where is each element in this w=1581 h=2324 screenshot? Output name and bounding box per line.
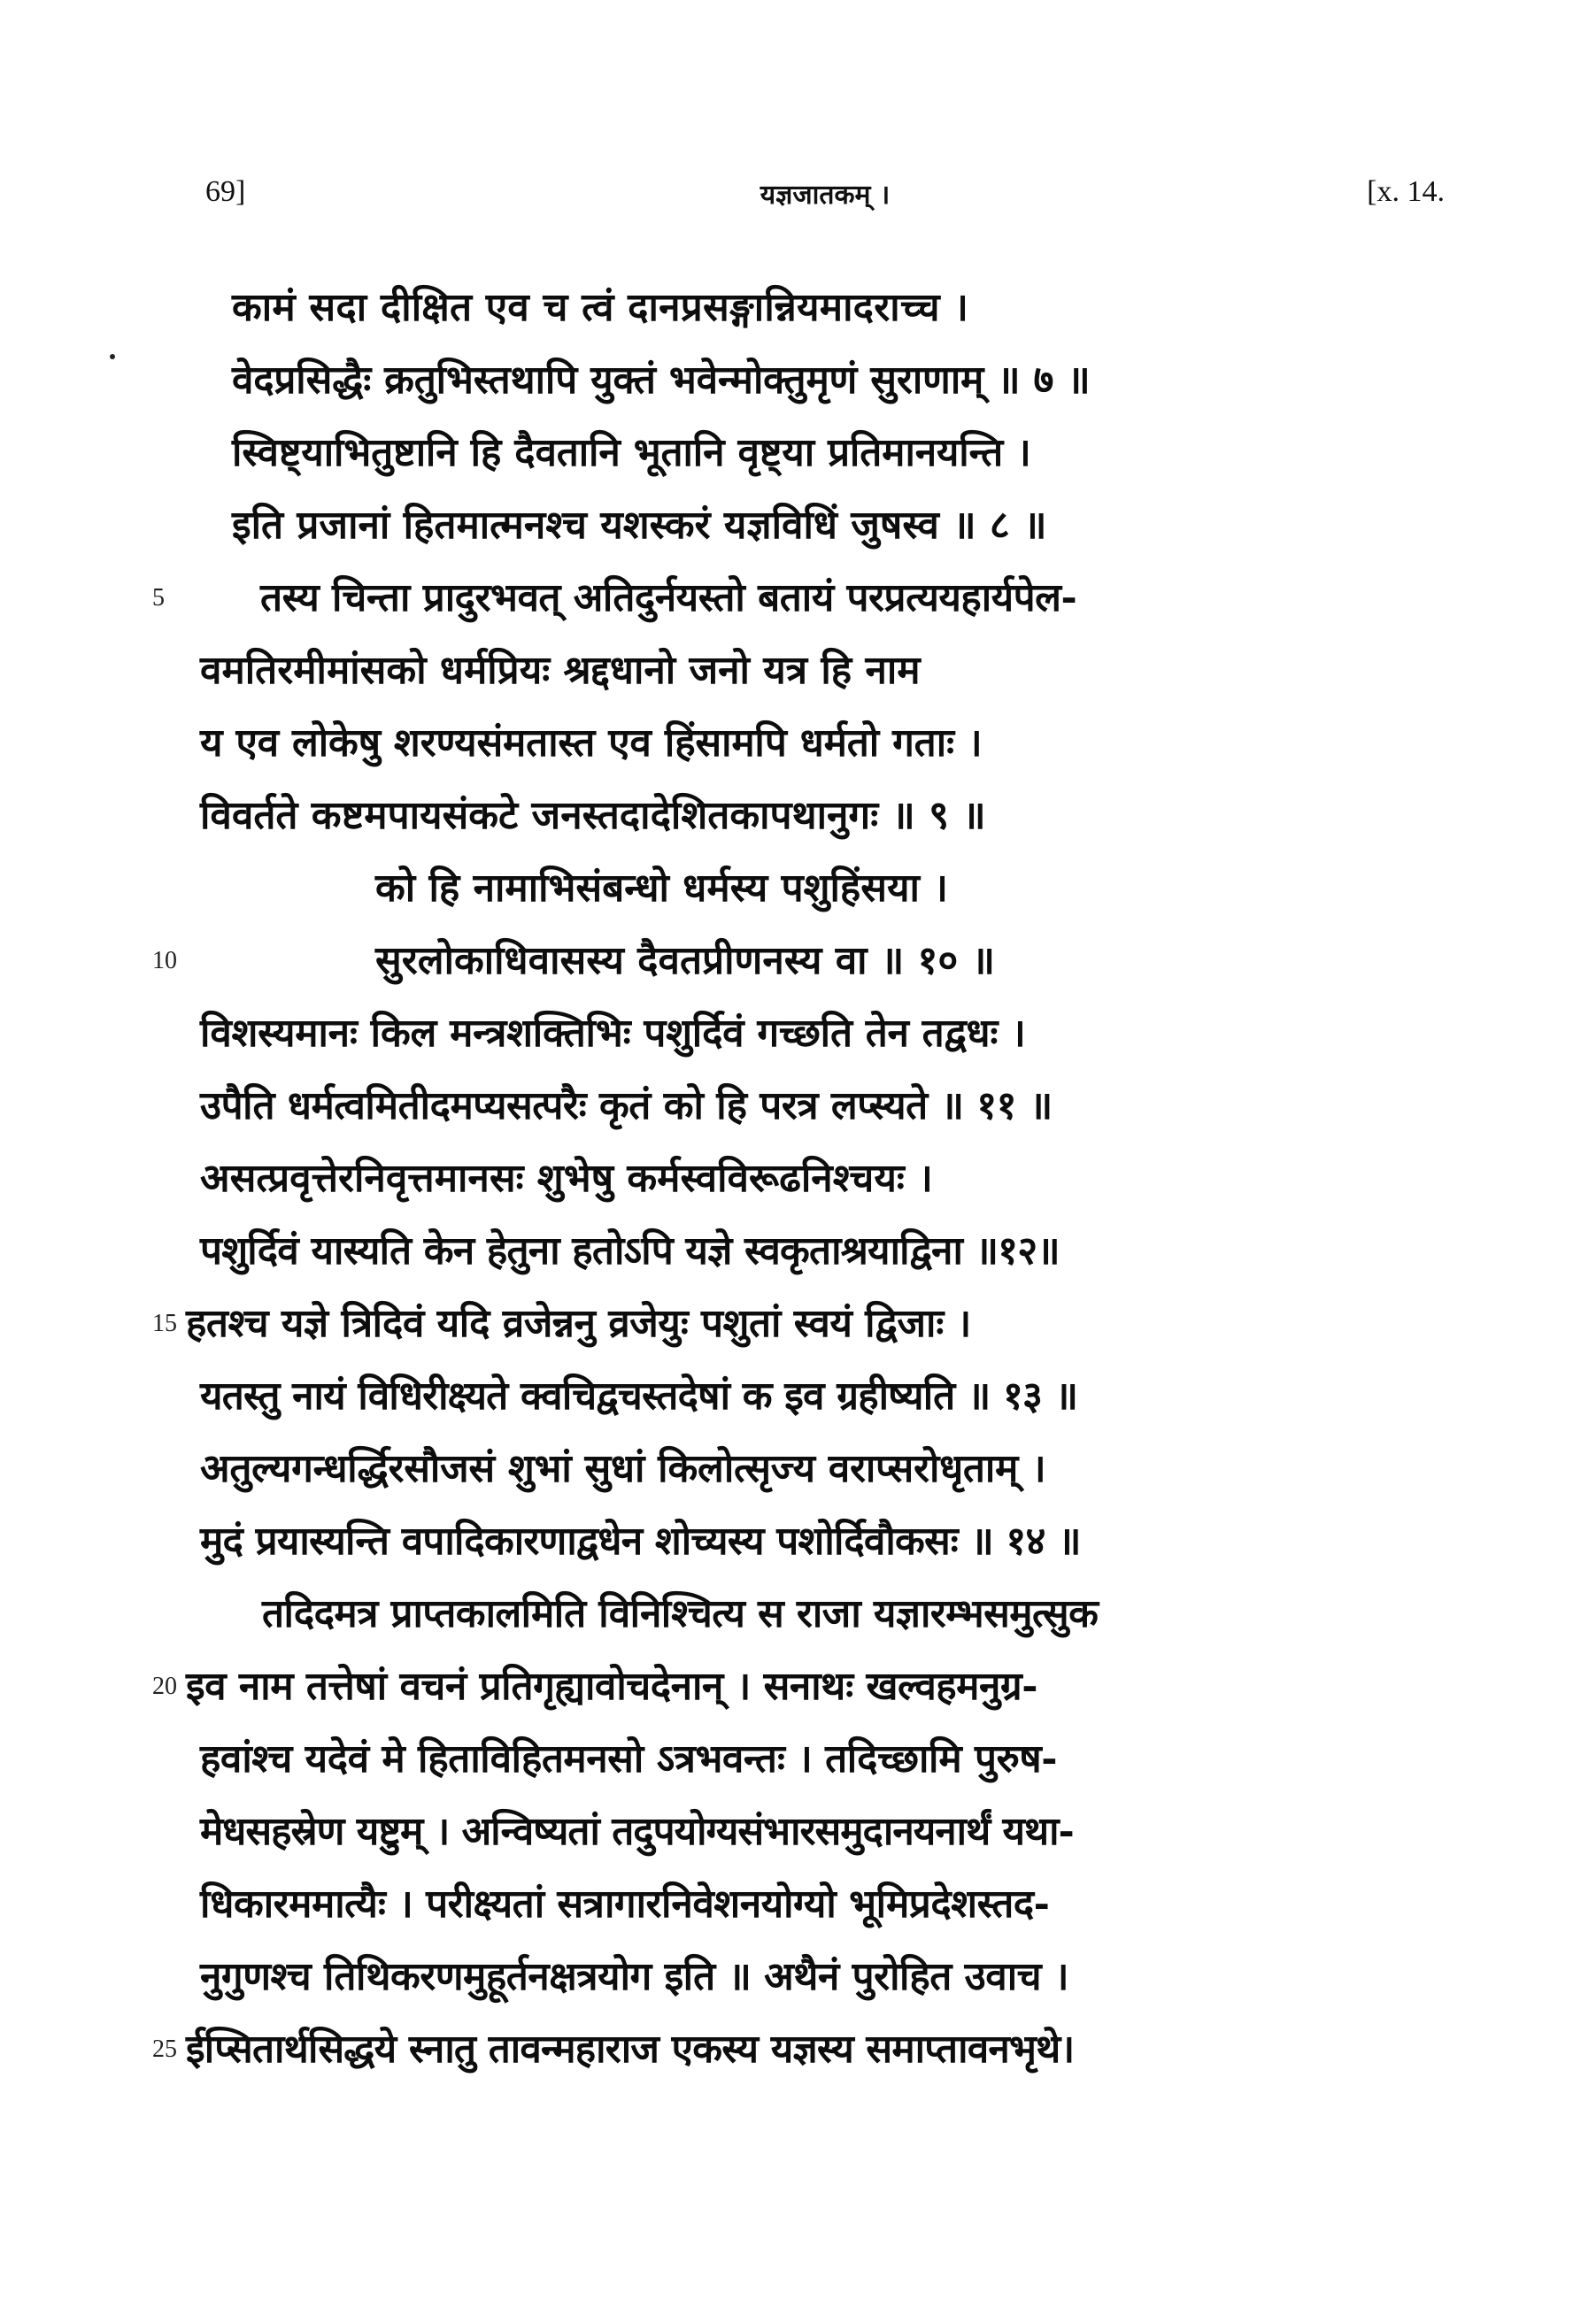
- text-line: इव नाम तत्तेषां वचनं प्रतिगृह्यावोचदेनान् । सनाथः खल्वहमनुग्र-: [186, 1664, 1037, 1709]
- text-line: वेदप्रसिद्धैः क्रतुभिस्तथापि युक्तं भवेन्मोक्तुमृणं सुराणाम् ॥ ७ ॥: [232, 358, 1091, 403]
- text-line: हतश्च यज्ञे त्रिदिवं यदि व्रजेन्ननु व्रजेयुः पशुतां स्वयं द्विजाः ।: [186, 1301, 971, 1346]
- text-line: मेधसहस्रेण यष्टुम् । अन्विष्यतां तदुपयोग्यसंभारसमुदानयनार्थं यथा-: [200, 1809, 1074, 1854]
- text-line: अतुल्यगन्धर्द्धिरसौजसं शुभां सुधां किलोत्सृज्य वराप्सरोधृताम् ।: [200, 1446, 1046, 1491]
- text-line: य एव लोकेषु शरण्यसंमतास्त एव हिंसामपि धर्मतो गताः ।: [200, 720, 983, 766]
- print-speck: [110, 354, 115, 359]
- text-line: तस्य चिन्ता प्रादुरभवत् अतिदुर्नयस्तो बतायं परप्रत्ययहार्यपेल-: [260, 575, 1077, 620]
- text-line: तदिदमत्र प्राप्तकालमिति विनिश्चित्य स राजा यज्ञारम्भसमुत्सुक: [262, 1591, 1099, 1636]
- running-header: [205, 175, 1445, 219]
- text-line: असत्प्रवृत्तेरनिवृत्तमानसः शुभेषु कर्मस्वविरूढनिश्चयः ।: [200, 1156, 933, 1201]
- line-number: 5: [152, 584, 165, 612]
- line-number: 15: [152, 1310, 177, 1337]
- text-line: स्विष्ट्याभितुष्टानि हि दैवतानि भूतानि वृष्ट्या प्रतिमानयन्ति ।: [232, 430, 1031, 475]
- text-line: मुदं प्रयास्यन्ति वपादिकारणाद्वधेन शोच्यस्य पशोर्दिवौकसः ॥ १४ ॥: [200, 1519, 1081, 1564]
- text-line: पशुर्दिवं यास्यति केन हेतुना हतोऽपि यज्ञे स्वकृताश्रयाद्विना ॥१२॥: [200, 1228, 1060, 1274]
- line-number: 20: [152, 1673, 177, 1700]
- text-line: नुगुणश्च तिथिकरणमुहूर्तनक्षत्रयोग इति ॥ अथैनं पुरोहित उवाच ।: [200, 1954, 1069, 1999]
- text-line: इति प्रजानां हितमात्मनश्च यशस्करं यज्ञविधिं जुषस्व ॥ ८ ॥: [232, 503, 1047, 548]
- text-line: विवर्तते कष्टमपायसंकटे जनस्तदादेशितकापथानुगः ॥ ९ ॥: [200, 793, 986, 838]
- line-number: 10: [152, 947, 177, 974]
- text-line: को हि नामाभिसंबन्धो धर्मस्य पशुहिंसया ।: [375, 866, 948, 911]
- text-line: हवांश्च यदेवं मे हिताविहितमनसो ऽत्रभवन्तः । तदिच्छामि पुरुष-: [200, 1736, 1057, 1781]
- line-number: 25: [152, 2035, 177, 2063]
- text-line: यतस्तु नायं विधिरीक्ष्यते क्वचिद्वचस्तदेषां क इव ग्रहीष्यति ॥ १३ ॥: [200, 1374, 1078, 1419]
- text-line: कामं सदा दीक्षित एव च त्वं दानप्रसङ्गान्नियमादराच्च ।: [232, 285, 969, 330]
- text-line: ईप्सितार्थसिद्धये स्नातु तावन्महाराज एकस्य यज्ञस्य समाप्तावनभृथे।: [186, 2027, 1075, 2072]
- text-line: धिकारममात्यैः । परीक्ष्यतां सत्रागारनिवेशनयोग्यो भूमिप्रदेशस्तद-: [200, 1882, 1050, 1927]
- section-reference: [x. 14.: [1367, 175, 1445, 208]
- text-line: सुरलोकाधिवासस्य दैवतप्रीणनस्य वा ॥ १० ॥: [375, 938, 995, 983]
- running-title: यज्ञजातकम् ।: [760, 180, 891, 211]
- text-line: विशस्यमानः किल मन्त्रशक्तिभिः पशुर्दिवं गच्छति तेन तद्वधः ।: [200, 1011, 1026, 1056]
- page-number: 69]: [205, 175, 246, 208]
- text-line: उपैति धर्मत्वमितीदमप्यसत्परैः कृतं को हि परत्र लप्स्यते ॥ ११ ॥: [200, 1083, 1053, 1128]
- text-line: वमतिरमीमांसको धर्मप्रियः श्रद्दधानो जनो यत्र हि नाम: [200, 648, 921, 693]
